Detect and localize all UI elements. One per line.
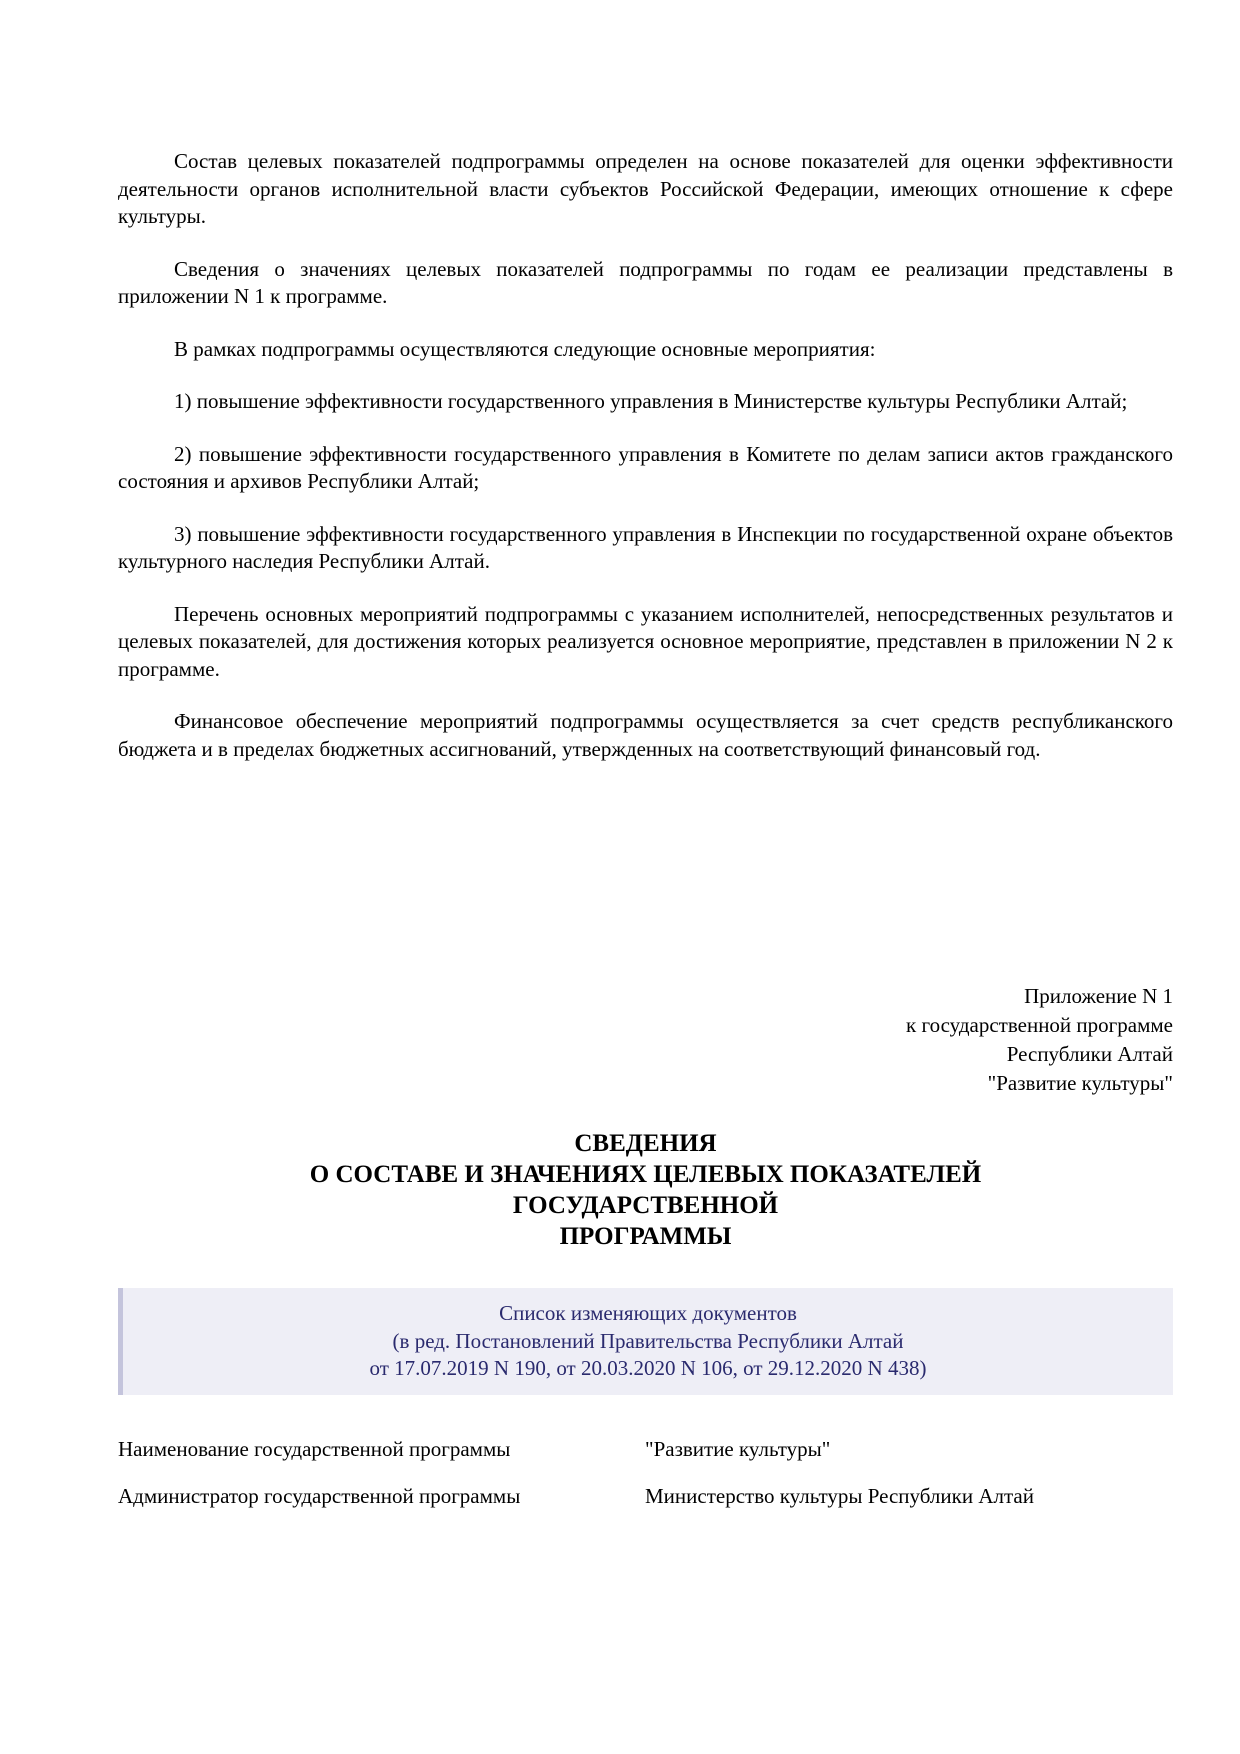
appendix-region: Республики Алтай: [1006, 1042, 1173, 1066]
paragraph-activities-intro: В рамках подпрограммы осуществляются следующие основные мероприятия:: [174, 336, 876, 361]
section-heading: [118, 1128, 1173, 1252]
paragraph-targets-composition: Состав целевых показателей подпрограммы определен на основе показателей для оценки эффективности деятельности органов исполнительной власти субъектов Российской Федерации, имеющих отношение к сфере культуры.: [118, 149, 1173, 228]
paragraph-activity-3: 3) повышение эффективности государственного управления в Инспекции по государственной охране объектов культурного наследия Республики Алтай.: [118, 521, 1173, 573]
program-administrator-label: Администратор государственной программы: [118, 1484, 521, 1508]
paragraph-financing: Финансовое обеспечение мероприятий подпрограммы осуществляется за счет средств республиканского бюджета и в пределах бюджетных ассигнований, утвержденных на соответствующий финансовый год.: [118, 709, 1173, 761]
appendix-program-title: "Развитие культуры": [987, 1071, 1173, 1095]
paragraph-activities-list: Перечень основных мероприятий подпрограммы с указанием исполнителей, непосредственных результатов и целевых показателей, для достижения которых реализуется основное мероприятие, представлен в приложении N 2 к программе.: [118, 601, 1173, 681]
paragraph-targets-values: Сведения о значениях целевых показателей подпрограммы по годам ее реализации представлены в приложении N 1 к программе.: [118, 256, 1173, 308]
heading-line-2: О СОСТАВЕ И ЗНАЧЕНИЯХ ЦЕЛЕВЫХ ПОКАЗАТЕЛЕЙ: [309, 1161, 982, 1188]
heading-line-4: ПРОГРАММЫ: [559, 1223, 732, 1250]
amending-documents-line-2: (в ред. Постановлений Правительства Республики Алтай: [392, 1328, 904, 1353]
body-text: [118, 148, 1173, 788]
amending-documents-line-3: от 17.07.2019 N 190, от 20.03.2020 N 106, от 29.12.2020 N 438): [369, 1356, 927, 1380]
program-name-value: "Развитие культуры": [645, 1437, 831, 1461]
paragraph-activity-2: 2) повышение эффективности государственного управления в Комитете по делам записи актов гражданского состояния и архивов Республики Алтай;: [118, 441, 1173, 493]
paragraph-activity-1: 1) повышение эффективности государственного управления в Министерстве культуры Республики Алтай;: [174, 389, 1128, 413]
amending-documents-title: Список изменяющих документов: [499, 1301, 797, 1325]
amending-documents-box: [118, 1288, 1173, 1395]
appendix-number: Приложение N 1: [1024, 984, 1173, 1008]
heading-line-3: ГОСУДАРСТВЕННОЙ: [512, 1192, 779, 1219]
program-administrator-value: Министерство культуры Республики Алтай: [645, 1484, 1034, 1508]
appendix-program-ref: к государственной программе: [906, 1013, 1173, 1037]
appendix-reference: [118, 982, 1173, 1098]
program-name-label: Наименование государственной программы: [118, 1437, 511, 1461]
heading-line-1: СВЕДЕНИЯ: [574, 1130, 717, 1157]
